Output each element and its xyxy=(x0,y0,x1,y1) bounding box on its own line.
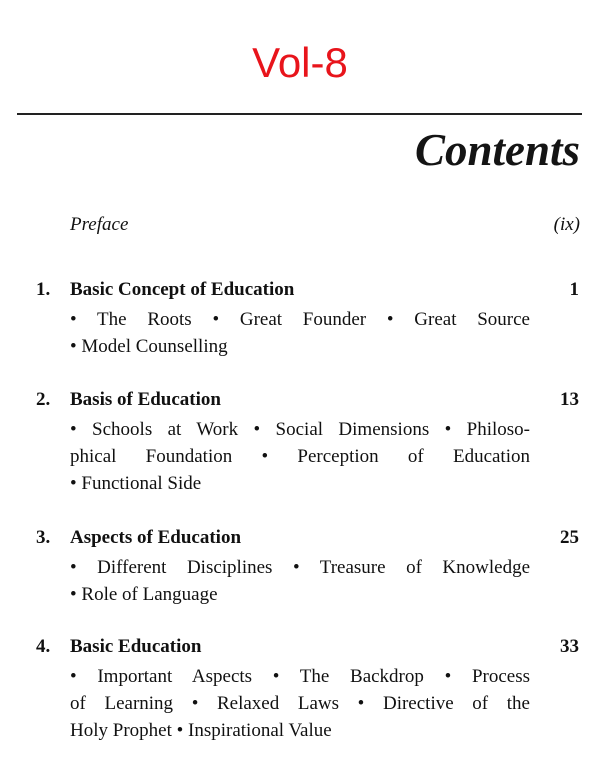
chapter-page: 13 xyxy=(560,389,579,410)
chapter-title: Basic Education xyxy=(70,636,202,657)
chapter-page: 33 xyxy=(560,636,579,657)
chapter-topics xyxy=(70,554,530,608)
topic-line: • Functional Side xyxy=(70,473,202,494)
chapter-title: Aspects of Education xyxy=(70,527,242,548)
topic-line: Holy Prophet • Inspirational Value xyxy=(70,720,332,741)
preface-entry xyxy=(70,214,580,236)
topic-line: • Model Counselling xyxy=(70,336,228,357)
chapter-page: 25 xyxy=(560,527,579,548)
chapter-page: 1 xyxy=(569,279,579,300)
chapter-number: 1. xyxy=(36,279,51,300)
topic-line: • The Roots • Great Founder • Great Source xyxy=(70,309,530,330)
topic-line: • Schools at Work • Social Dimensions • Philoso- xyxy=(70,419,530,440)
chapter-topics xyxy=(70,663,530,744)
topic-line: phical Foundation • Perception of Education xyxy=(70,446,530,467)
chapter-number: 4. xyxy=(36,636,51,657)
topic-line: • Role of Language xyxy=(70,584,218,605)
chapter-topics xyxy=(70,416,530,497)
header-rule xyxy=(17,113,582,115)
chapter-number: 3. xyxy=(36,527,51,548)
chapter-topics xyxy=(70,306,530,360)
topic-line: of Learning • Relaxed Laws • Directive of the xyxy=(70,693,530,714)
chapter-title: Basis of Education xyxy=(70,389,221,410)
preface-label: Preface xyxy=(70,214,129,235)
page-title: Contents xyxy=(414,125,580,175)
chapter-title: Basic Concept of Education xyxy=(70,279,295,300)
topic-line: • Different Disciplines • Treasure of Knowledge xyxy=(70,557,530,578)
topic-line: • Important Aspects • The Backdrop • Process xyxy=(70,666,530,687)
preface-page: (ix) xyxy=(553,214,580,235)
chapter-number: 2. xyxy=(36,389,51,410)
volume-label: Vol-8 xyxy=(252,39,348,86)
